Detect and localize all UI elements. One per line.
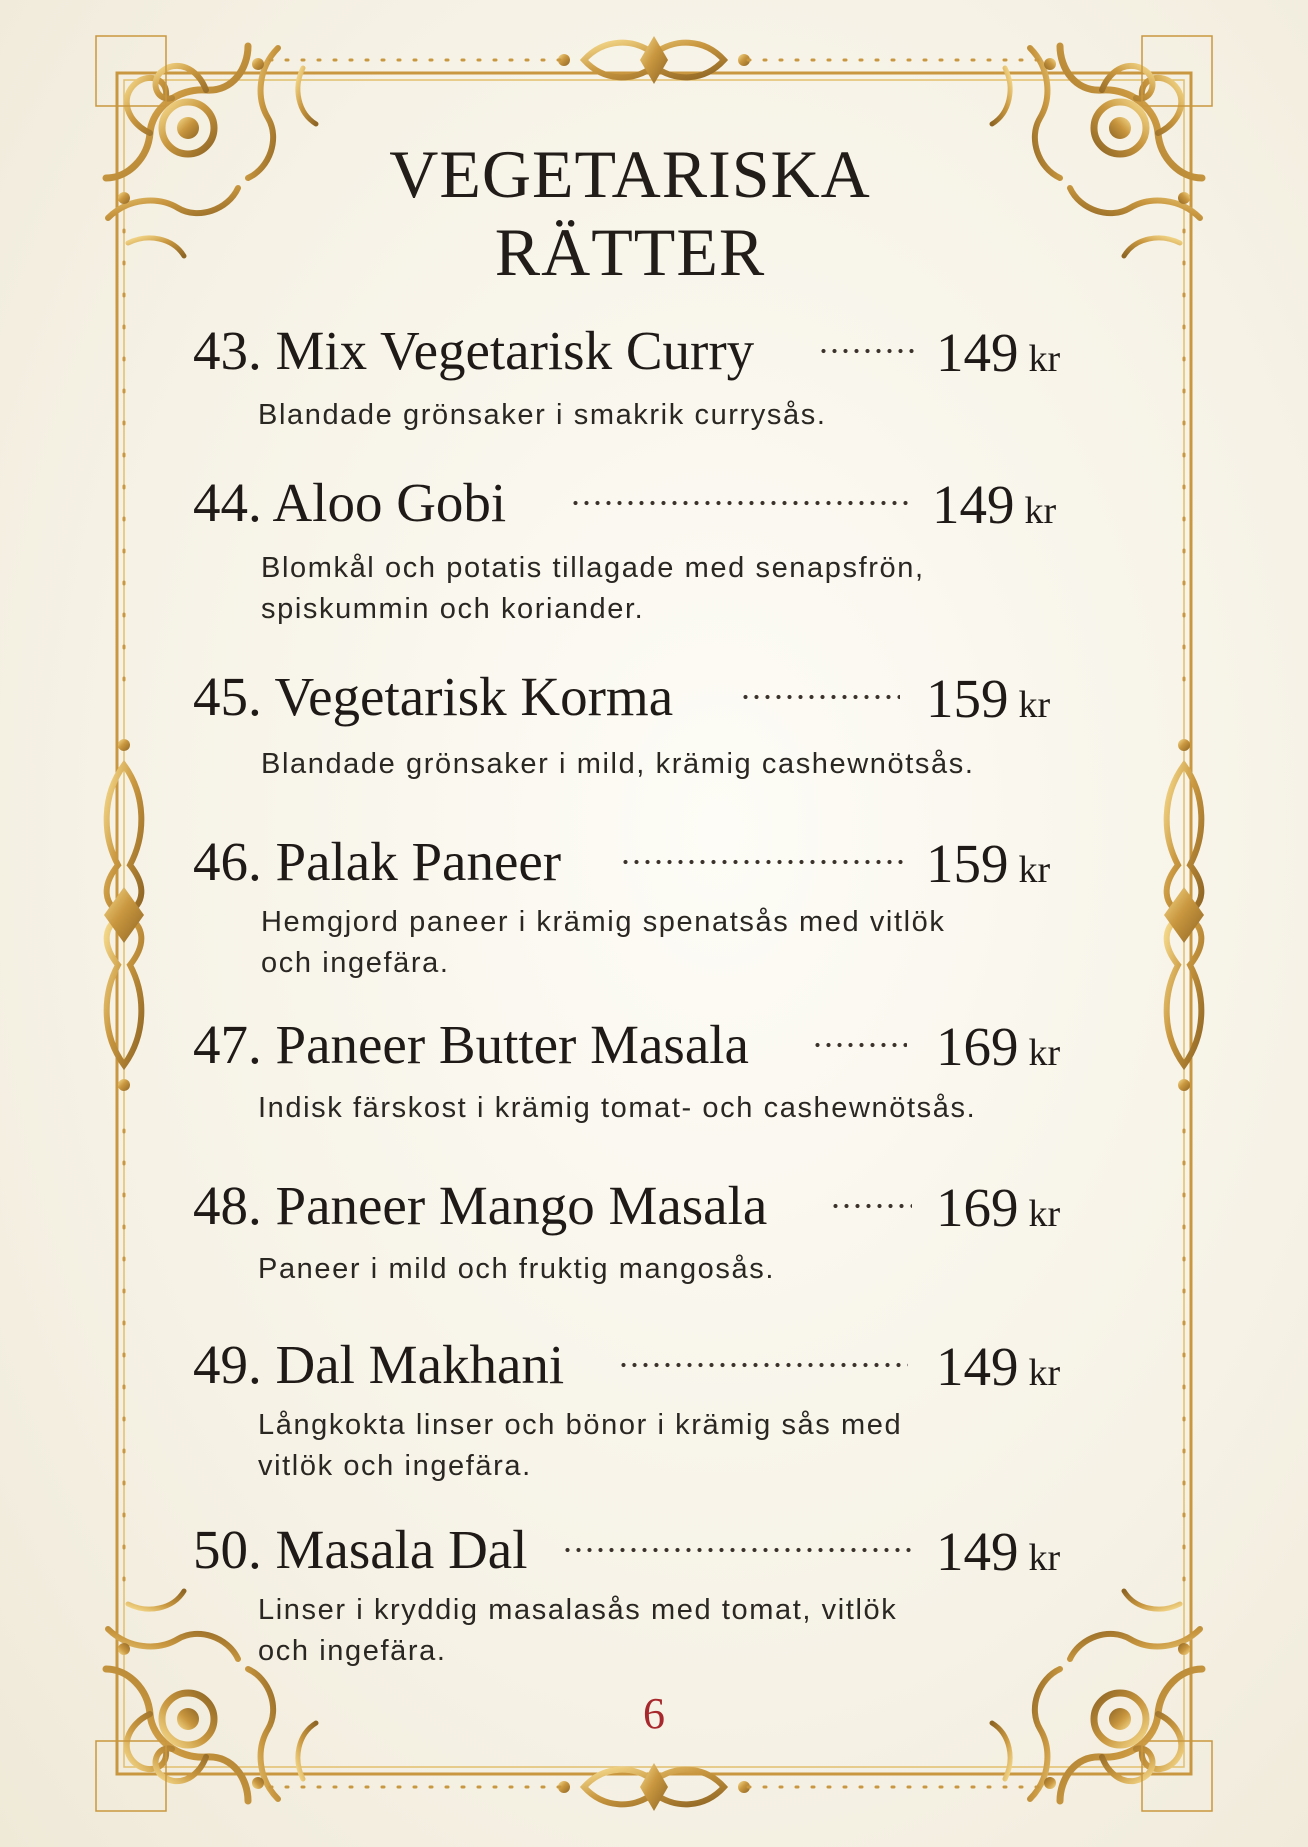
dot-leader xyxy=(818,346,918,356)
description-line: Paneer i mild och fruktig mangosås. xyxy=(258,1253,775,1285)
dish-price xyxy=(926,829,1050,905)
page-number: 6 xyxy=(643,1689,665,1738)
dish-price xyxy=(936,1173,1060,1249)
price-amount: 149 xyxy=(936,1336,1019,1397)
dish-name: 50. Masala Dal xyxy=(193,1519,528,1580)
dish-price xyxy=(936,1332,1060,1408)
dot-leader xyxy=(562,1545,917,1555)
price-unit: kr xyxy=(1024,490,1057,532)
description-line: Blandade grönsaker i smakrik currysås. xyxy=(258,399,827,431)
description-line: Hemgjord paneer i krämig spenatsås med vitlök xyxy=(261,906,946,938)
dish-description xyxy=(258,395,1058,436)
price-unit: kr xyxy=(1028,1032,1061,1074)
dish-price xyxy=(936,318,1060,394)
dot-leader xyxy=(570,498,910,508)
dish-description xyxy=(261,744,1061,785)
price-amount: 149 xyxy=(936,1521,1019,1582)
price-amount: 169 xyxy=(936,1177,1019,1238)
dish-description xyxy=(261,548,1061,630)
price-amount: 159 xyxy=(926,833,1009,894)
dish-name: 43. Mix Vegetarisk Curry xyxy=(193,320,755,381)
description-line: Långkokta linser och bönor i krämig sås med xyxy=(258,1409,903,1441)
dot-leader xyxy=(830,1201,912,1211)
description-line: Blandade grönsaker i mild, krämig cashewnötsås. xyxy=(261,748,975,780)
price-unit: kr xyxy=(1028,1352,1061,1394)
dish-description xyxy=(261,902,1061,984)
dot-leader xyxy=(740,692,900,702)
price-unit: kr xyxy=(1018,684,1051,726)
description-line: Indisk färskost i krämig tomat- och cashewnötsås. xyxy=(258,1092,977,1124)
dish-name: 47. Paneer Butter Masala xyxy=(193,1014,749,1075)
dish-name: 49. Dal Makhani xyxy=(193,1334,565,1395)
dish-description xyxy=(258,1590,1058,1672)
description-line: spiskummin och koriander. xyxy=(261,593,645,625)
dish-price xyxy=(926,664,1050,740)
title-line-1: VEGETARISKA xyxy=(389,136,871,212)
dish-price xyxy=(936,1012,1060,1088)
description-line: och ingefära. xyxy=(258,1635,447,1667)
dish-name: 44. Aloo Gobi xyxy=(193,472,507,533)
page-title xyxy=(330,135,930,291)
price-unit: kr xyxy=(1028,338,1061,380)
dish-description xyxy=(258,1405,1058,1487)
dish-price xyxy=(932,470,1056,546)
price-amount: 159 xyxy=(926,668,1009,729)
dot-leader xyxy=(618,1360,908,1370)
description-line: och ingefära. xyxy=(261,947,450,979)
title-line-2: RÄTTER xyxy=(494,214,766,290)
description-line: Linser i kryddig masalasås med tomat, vitlök xyxy=(258,1594,898,1626)
dot-leader xyxy=(620,857,905,867)
dish-price xyxy=(936,1517,1060,1593)
dot-leader xyxy=(812,1040,907,1050)
price-unit: kr xyxy=(1028,1193,1061,1235)
price-unit: kr xyxy=(1028,1537,1061,1579)
price-amount: 149 xyxy=(932,474,1015,535)
price-amount: 149 xyxy=(936,322,1019,383)
dish-name: 45. Vegetarisk Korma xyxy=(193,666,674,727)
description-line: Blomkål och potatis tillagade med senapsfrön, xyxy=(261,552,925,584)
dish-name: 46. Palak Paneer xyxy=(193,831,562,892)
dish-description xyxy=(258,1249,1058,1290)
dish-name: 48. Paneer Mango Masala xyxy=(193,1175,768,1236)
dish-description xyxy=(258,1088,1058,1129)
price-unit: kr xyxy=(1018,849,1051,891)
description-line: vitlök och ingefära. xyxy=(258,1450,532,1482)
price-amount: 169 xyxy=(936,1016,1019,1077)
